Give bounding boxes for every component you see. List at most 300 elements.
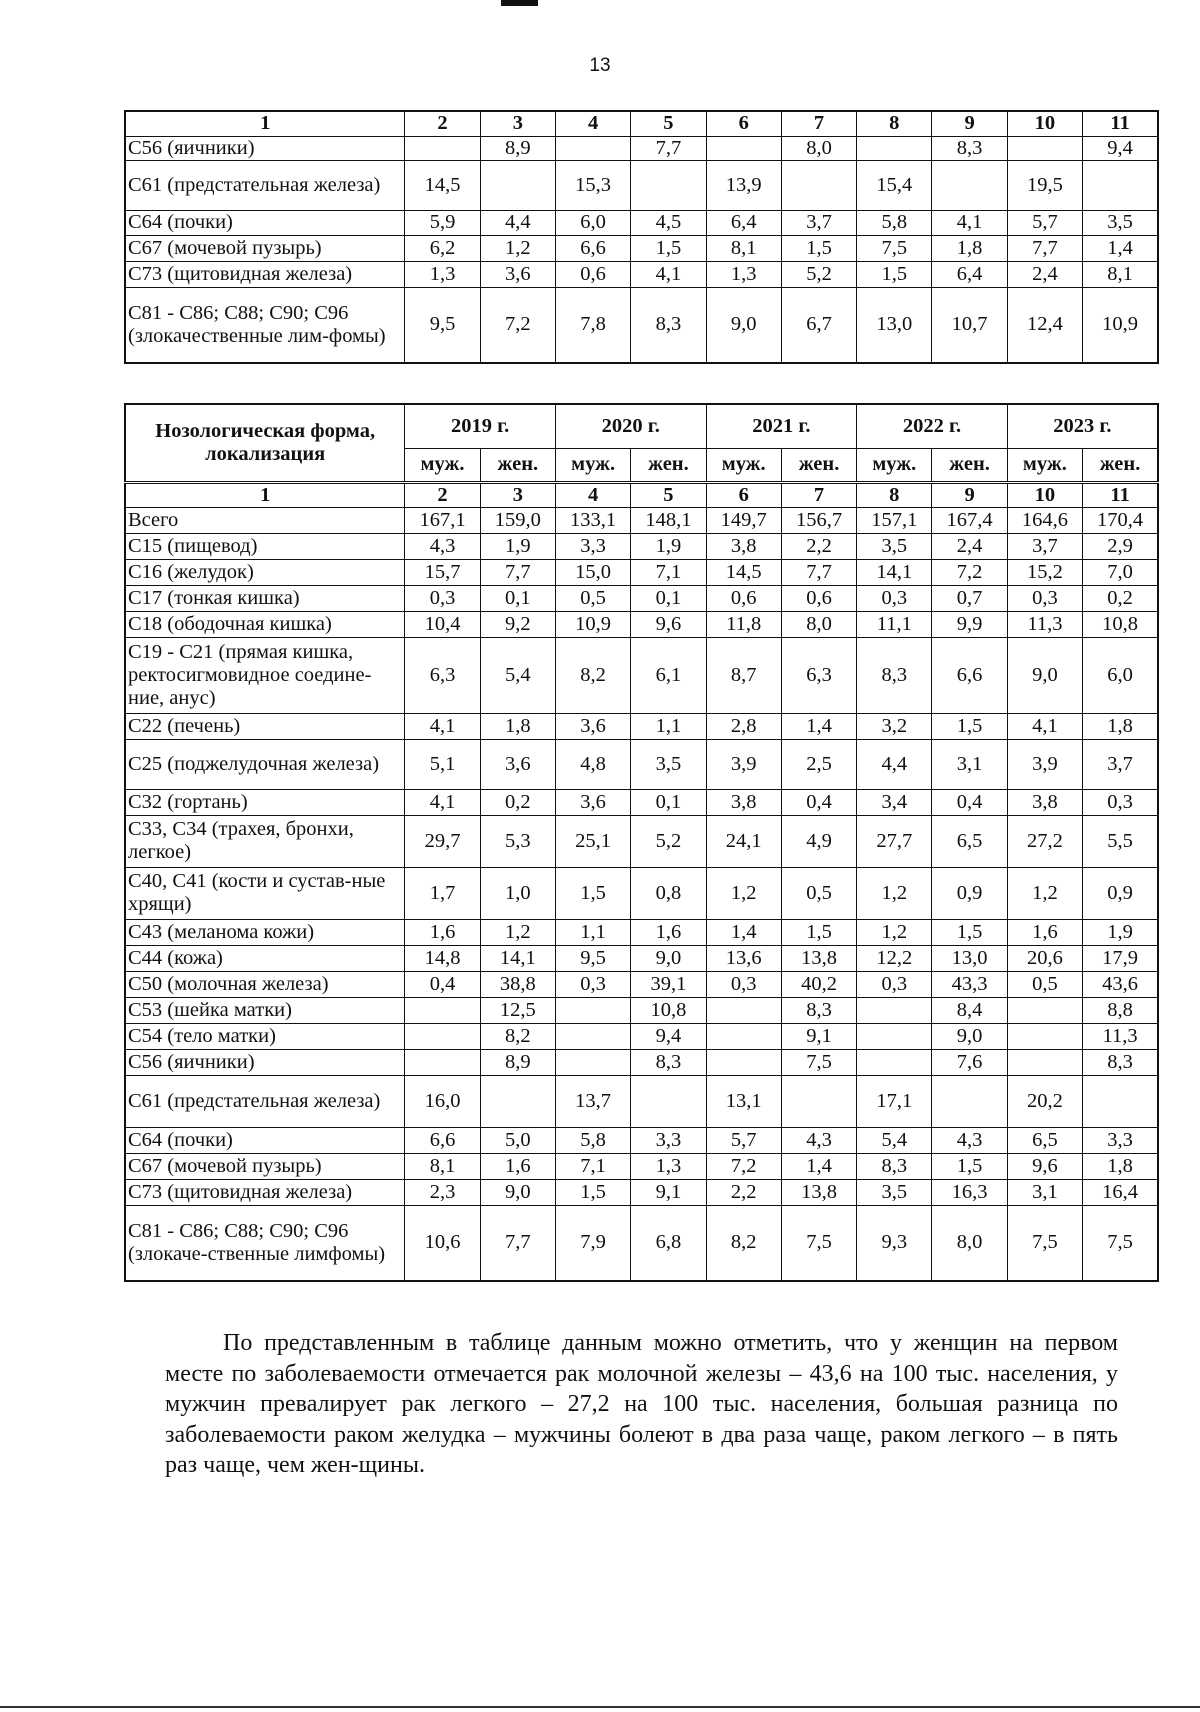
value-cell: 6,2 (405, 235, 480, 261)
table-row (125, 1075, 1158, 1127)
value-cell (480, 1075, 555, 1127)
value-cell: 9,4 (1083, 136, 1158, 160)
value-cell: 4,5 (631, 210, 706, 235)
value-cell: 29,7 (405, 815, 480, 867)
value-cell: 13,0 (932, 945, 1007, 971)
table-row (125, 789, 1158, 815)
value-cell: 9,5 (555, 945, 630, 971)
value-cell: 5,1 (405, 739, 480, 789)
value-cell: 8,9 (480, 1049, 555, 1075)
value-cell: 3,8 (706, 789, 781, 815)
value-cell: 0,3 (405, 585, 480, 611)
value-cell: 0,9 (1083, 867, 1158, 919)
value-cell: 2,3 (405, 1179, 480, 1205)
header-female: жен. (932, 448, 1007, 482)
value-cell: 38,8 (480, 971, 555, 997)
row-label: С50 (молочная железа) (125, 971, 405, 997)
value-cell: 3,2 (857, 713, 932, 739)
row-label: С19 - С21 (прямая кишка, ректосигмовидное соедине-ние, анус) (125, 637, 405, 713)
value-cell: 0,3 (857, 971, 932, 997)
value-cell: 1,3 (631, 1153, 706, 1179)
value-cell: 1,6 (631, 919, 706, 945)
value-cell: 3,3 (1083, 1127, 1158, 1153)
row-label: Всего (125, 507, 405, 533)
value-cell: 10,7 (932, 287, 1007, 363)
value-cell: 6,1 (631, 637, 706, 713)
value-cell: 13,0 (857, 287, 932, 363)
row-label: С32 (гортань) (125, 789, 405, 815)
value-cell (631, 160, 706, 210)
row-label: С56 (яичники) (125, 136, 405, 160)
value-cell: 1,6 (405, 919, 480, 945)
value-cell: 9,6 (1007, 1153, 1082, 1179)
column-number: 11 (1083, 482, 1158, 507)
table-row (125, 287, 1158, 363)
value-cell: 9,9 (932, 611, 1007, 637)
value-cell: 25,1 (555, 815, 630, 867)
value-cell: 5,9 (405, 210, 480, 235)
value-cell: 1,5 (781, 235, 856, 261)
value-cell: 4,3 (781, 1127, 856, 1153)
header-male: муж. (857, 448, 932, 482)
value-cell: 1,1 (631, 713, 706, 739)
value-cell: 7,7 (1007, 235, 1082, 261)
value-cell: 13,1 (706, 1075, 781, 1127)
value-cell (781, 1075, 856, 1127)
value-cell: 13,8 (781, 945, 856, 971)
value-cell: 7,2 (706, 1153, 781, 1179)
value-cell: 7,2 (480, 287, 555, 363)
value-cell: 7,7 (480, 559, 555, 585)
value-cell: 9,0 (706, 287, 781, 363)
value-cell: 12,4 (1007, 287, 1082, 363)
value-cell: 8,9 (480, 136, 555, 160)
value-cell: 9,1 (631, 1179, 706, 1205)
header-female: жен. (781, 448, 856, 482)
value-cell: 13,9 (706, 160, 781, 210)
value-cell: 6,6 (555, 235, 630, 261)
value-cell: 15,4 (857, 160, 932, 210)
value-cell: 4,1 (405, 789, 480, 815)
value-cell: 3,6 (480, 739, 555, 789)
value-cell: 4,1 (1007, 713, 1082, 739)
column-number: 8 (857, 111, 932, 136)
value-cell: 14,1 (480, 945, 555, 971)
value-cell: 13,6 (706, 945, 781, 971)
value-cell (706, 1049, 781, 1075)
value-cell: 7,0 (1083, 559, 1158, 585)
value-cell: 2,2 (781, 533, 856, 559)
header-male: муж. (405, 448, 480, 482)
value-cell: 1,8 (932, 235, 1007, 261)
page-edge-line (0, 1706, 1200, 1708)
value-cell: 1,2 (857, 919, 932, 945)
value-cell: 1,4 (781, 713, 856, 739)
value-cell: 8,3 (631, 287, 706, 363)
row-label: С54 (тело матки) (125, 1023, 405, 1049)
value-cell: 11,3 (1007, 611, 1082, 637)
value-cell: 10,8 (631, 997, 706, 1023)
value-cell: 12,5 (480, 997, 555, 1023)
value-cell: 1,9 (1083, 919, 1158, 945)
value-cell: 1,3 (706, 261, 781, 287)
header-nosology: Нозологическая форма, локализация (125, 404, 405, 482)
value-cell: 7,8 (555, 287, 630, 363)
table-row (125, 261, 1158, 287)
value-cell: 7,2 (932, 559, 1007, 585)
value-cell: 170,4 (1083, 507, 1158, 533)
column-number: 9 (932, 482, 1007, 507)
row-label: С17 (тонкая кишка) (125, 585, 405, 611)
column-number: 6 (706, 482, 781, 507)
value-cell: 5,0 (480, 1127, 555, 1153)
column-number: 7 (781, 111, 856, 136)
value-cell (1007, 136, 1082, 160)
value-cell: 0,5 (1007, 971, 1082, 997)
column-number: 9 (932, 111, 1007, 136)
value-cell: 4,3 (405, 533, 480, 559)
column-number: 2 (405, 482, 480, 507)
column-number: 5 (631, 482, 706, 507)
table-row (125, 210, 1158, 235)
value-cell: 9,2 (480, 611, 555, 637)
column-number: 3 (480, 111, 555, 136)
value-cell: 11,3 (1083, 1023, 1158, 1049)
value-cell: 157,1 (857, 507, 932, 533)
value-cell: 167,4 (932, 507, 1007, 533)
value-cell: 1,4 (1083, 235, 1158, 261)
header-female: жен. (631, 448, 706, 482)
column-number: 2 (405, 111, 480, 136)
value-cell: 1,5 (555, 867, 630, 919)
value-cell: 7,5 (781, 1205, 856, 1281)
value-cell: 8,2 (555, 637, 630, 713)
column-number: 4 (555, 482, 630, 507)
value-cell: 3,1 (932, 739, 1007, 789)
value-cell: 8,3 (857, 637, 932, 713)
header-female: жен. (1083, 448, 1158, 482)
value-cell (555, 136, 630, 160)
value-cell: 6,4 (706, 210, 781, 235)
value-cell: 2,9 (1083, 533, 1158, 559)
value-cell: 1,1 (555, 919, 630, 945)
value-cell: 7,6 (932, 1049, 1007, 1075)
table-row (125, 971, 1158, 997)
value-cell: 0,9 (932, 867, 1007, 919)
table-row (125, 507, 1158, 533)
value-cell: 1,9 (631, 533, 706, 559)
value-cell: 15,7 (405, 559, 480, 585)
value-cell: 8,3 (1083, 1049, 1158, 1075)
value-cell: 6,0 (1083, 637, 1158, 713)
value-cell (932, 160, 1007, 210)
row-label: С67 (мочевой пузырь) (125, 235, 405, 261)
value-cell: 9,6 (631, 611, 706, 637)
value-cell: 7,7 (781, 559, 856, 585)
table-row (125, 919, 1158, 945)
column-number: 8 (857, 482, 932, 507)
value-cell: 156,7 (781, 507, 856, 533)
value-cell: 39,1 (631, 971, 706, 997)
value-cell: 9,1 (781, 1023, 856, 1049)
row-label: С73 (щитовидная железа) (125, 1179, 405, 1205)
value-cell: 7,1 (631, 559, 706, 585)
value-cell: 0,4 (405, 971, 480, 997)
value-cell: 5,4 (857, 1127, 932, 1153)
value-cell: 9,0 (932, 1023, 1007, 1049)
value-cell: 8,0 (932, 1205, 1007, 1281)
value-cell: 10,8 (1083, 611, 1158, 637)
table-row (125, 637, 1158, 713)
value-cell: 0,3 (857, 585, 932, 611)
value-cell: 3,3 (555, 533, 630, 559)
column-number: 5 (631, 111, 706, 136)
value-cell: 149,7 (706, 507, 781, 533)
value-cell: 15,3 (555, 160, 630, 210)
value-cell: 3,5 (857, 1179, 932, 1205)
value-cell: 6,5 (1007, 1127, 1082, 1153)
value-cell: 8,2 (706, 1205, 781, 1281)
column-number: 11 (1083, 111, 1158, 136)
value-cell: 3,6 (555, 789, 630, 815)
value-cell: 1,5 (932, 1153, 1007, 1179)
value-cell (857, 1049, 932, 1075)
value-cell: 9,4 (631, 1023, 706, 1049)
value-cell: 9,5 (405, 287, 480, 363)
value-cell: 20,6 (1007, 945, 1082, 971)
value-cell: 6,5 (932, 815, 1007, 867)
value-cell: 1,2 (857, 867, 932, 919)
value-cell (1083, 1075, 1158, 1127)
value-cell: 0,5 (555, 585, 630, 611)
value-cell: 14,1 (857, 559, 932, 585)
table-row (125, 160, 1158, 210)
value-cell: 0,6 (706, 585, 781, 611)
page-number: 13 (589, 55, 611, 76)
value-cell: 1,6 (1007, 919, 1082, 945)
row-label: С67 (мочевой пузырь) (125, 1153, 405, 1179)
column-number: 3 (480, 482, 555, 507)
value-cell: 4,3 (932, 1127, 1007, 1153)
value-cell (1083, 160, 1158, 210)
value-cell: 3,3 (631, 1127, 706, 1153)
row-label: С16 (желудок) (125, 559, 405, 585)
value-cell: 4,9 (781, 815, 856, 867)
value-cell: 13,7 (555, 1075, 630, 1127)
value-cell: 4,1 (932, 210, 1007, 235)
value-cell: 8,0 (781, 136, 856, 160)
table-row (125, 1205, 1158, 1281)
value-cell: 8,1 (706, 235, 781, 261)
value-cell: 0,4 (781, 789, 856, 815)
value-cell: 5,2 (781, 261, 856, 287)
value-cell: 6,4 (932, 261, 1007, 287)
value-cell: 7,9 (555, 1205, 630, 1281)
value-cell: 0,3 (555, 971, 630, 997)
value-cell: 1,5 (857, 261, 932, 287)
value-cell: 1,3 (405, 261, 480, 287)
column-number: 1 (125, 111, 405, 136)
header-female: жен. (480, 448, 555, 482)
value-cell: 0,3 (1083, 789, 1158, 815)
value-cell: 14,5 (405, 160, 480, 210)
value-cell: 6,0 (555, 210, 630, 235)
value-cell: 9,0 (1007, 637, 1082, 713)
table-row (125, 585, 1158, 611)
table-row (125, 945, 1158, 971)
value-cell: 3,7 (781, 210, 856, 235)
value-cell: 4,4 (480, 210, 555, 235)
value-cell: 3,5 (1083, 210, 1158, 235)
row-label: С73 (щитовидная железа) (125, 261, 405, 287)
value-cell: 1,4 (781, 1153, 856, 1179)
table-main (124, 403, 1159, 1282)
row-label: С33, С34 (трахея, бронхи, легкое) (125, 815, 405, 867)
value-cell: 4,1 (405, 713, 480, 739)
table-row (125, 611, 1158, 637)
value-cell: 17,1 (857, 1075, 932, 1127)
value-cell: 0,1 (480, 585, 555, 611)
value-cell: 1,5 (781, 919, 856, 945)
row-label: С22 (печень) (125, 713, 405, 739)
row-label: С53 (шейка матки) (125, 997, 405, 1023)
value-cell: 13,8 (781, 1179, 856, 1205)
value-cell: 5,7 (706, 1127, 781, 1153)
table-row (125, 1049, 1158, 1075)
value-cell: 4,4 (857, 739, 932, 789)
table-row (125, 867, 1158, 919)
value-cell: 11,8 (706, 611, 781, 637)
value-cell: 4,1 (631, 261, 706, 287)
header-year: 2019 г. (405, 404, 556, 448)
value-cell: 14,8 (405, 945, 480, 971)
value-cell: 12,2 (857, 945, 932, 971)
value-cell (405, 136, 480, 160)
value-cell: 40,2 (781, 971, 856, 997)
value-cell: 0,2 (1083, 585, 1158, 611)
value-cell: 10,9 (1083, 287, 1158, 363)
value-cell (706, 136, 781, 160)
value-cell: 1,7 (405, 867, 480, 919)
value-cell: 5,4 (480, 637, 555, 713)
value-cell: 2,4 (932, 533, 1007, 559)
value-cell: 2,5 (781, 739, 856, 789)
value-cell: 0,6 (555, 261, 630, 287)
row-label: С40, С41 (кости и сустав-ные хрящи) (125, 867, 405, 919)
conclusion-paragraph (165, 1328, 1118, 1481)
value-cell (706, 997, 781, 1023)
value-cell: 3,8 (1007, 789, 1082, 815)
value-cell: 20,2 (1007, 1075, 1082, 1127)
header-year: 2020 г. (555, 404, 706, 448)
value-cell: 0,6 (781, 585, 856, 611)
conclusion-text: По представленным в таблице данным можно отметить, что у женщин на первом месте по заболеваемости отмечается рак молочной железы – 43,6 на 100 тыс. населения, у мужчин превалирует рак легкого – 27,2 на 100 тыс. населения, большая разница по заболеваемости раком желудка – мужчины болеют в два раза чаще, раком легкого – в пять раз чаще, чем жен-щины. (165, 1330, 1118, 1478)
value-cell: 2,2 (706, 1179, 781, 1205)
value-cell: 8,3 (857, 1153, 932, 1179)
value-cell: 8,1 (405, 1153, 480, 1179)
value-cell: 0,7 (932, 585, 1007, 611)
value-cell: 8,7 (706, 637, 781, 713)
row-label: С81 - С86; С88; С90; С96 (злокаче-ственные лимфомы) (125, 1205, 405, 1281)
row-label: С56 (яичники) (125, 1049, 405, 1075)
value-cell: 1,4 (706, 919, 781, 945)
value-cell: 19,5 (1007, 160, 1082, 210)
value-cell (857, 997, 932, 1023)
table-row (125, 235, 1158, 261)
value-cell (857, 1023, 932, 1049)
value-cell: 3,7 (1007, 533, 1082, 559)
row-label: С15 (пищевод) (125, 533, 405, 559)
value-cell (1007, 1049, 1082, 1075)
value-cell: 11,1 (857, 611, 932, 637)
value-cell (555, 1049, 630, 1075)
value-cell: 3,8 (706, 533, 781, 559)
value-cell (555, 997, 630, 1023)
row-label: С81 - С86; С88; С90; С96 (злокачественные лим-фомы) (125, 287, 405, 363)
value-cell: 5,2 (631, 815, 706, 867)
value-cell: 1,2 (1007, 867, 1082, 919)
value-cell: 16,3 (932, 1179, 1007, 1205)
table-row (125, 136, 1158, 160)
value-cell: 7,5 (781, 1049, 856, 1075)
row-label: С64 (почки) (125, 1127, 405, 1153)
value-cell: 27,7 (857, 815, 932, 867)
value-cell: 167,1 (405, 507, 480, 533)
table-row (125, 997, 1158, 1023)
value-cell (1007, 1023, 1082, 1049)
value-cell: 9,0 (480, 1179, 555, 1205)
value-cell: 15,2 (1007, 559, 1082, 585)
value-cell: 6,6 (405, 1127, 480, 1153)
column-number: 10 (1007, 482, 1082, 507)
value-cell: 8,8 (1083, 997, 1158, 1023)
row-label: С25 (поджелудочная железа) (125, 739, 405, 789)
value-cell: 1,2 (706, 867, 781, 919)
value-cell: 16,0 (405, 1075, 480, 1127)
header-male: муж. (555, 448, 630, 482)
header-year: 2023 г. (1007, 404, 1158, 448)
row-label: С44 (кожа) (125, 945, 405, 971)
value-cell: 1,0 (480, 867, 555, 919)
value-cell: 24,1 (706, 815, 781, 867)
table-row (125, 713, 1158, 739)
row-label: С61 (предстательная железа) (125, 160, 405, 210)
table-row (125, 1153, 1158, 1179)
row-label: С64 (почки) (125, 210, 405, 235)
table-row (125, 559, 1158, 585)
row-label: С61 (предстательная железа) (125, 1075, 405, 1127)
table-row (125, 815, 1158, 867)
value-cell: 1,8 (480, 713, 555, 739)
table-row (125, 739, 1158, 789)
value-cell: 7,5 (1083, 1205, 1158, 1281)
column-number: 6 (706, 111, 781, 136)
value-cell: 3,9 (1007, 739, 1082, 789)
value-cell: 1,9 (480, 533, 555, 559)
value-cell: 3,5 (857, 533, 932, 559)
value-cell (706, 1023, 781, 1049)
value-cell: 8,0 (781, 611, 856, 637)
value-cell: 159,0 (480, 507, 555, 533)
value-cell: 10,6 (405, 1205, 480, 1281)
table-top (124, 110, 1159, 364)
value-cell: 1,5 (631, 235, 706, 261)
value-cell: 10,4 (405, 611, 480, 637)
value-cell: 8,1 (1083, 261, 1158, 287)
column-number: 4 (555, 111, 630, 136)
value-cell (480, 160, 555, 210)
value-cell: 5,8 (857, 210, 932, 235)
